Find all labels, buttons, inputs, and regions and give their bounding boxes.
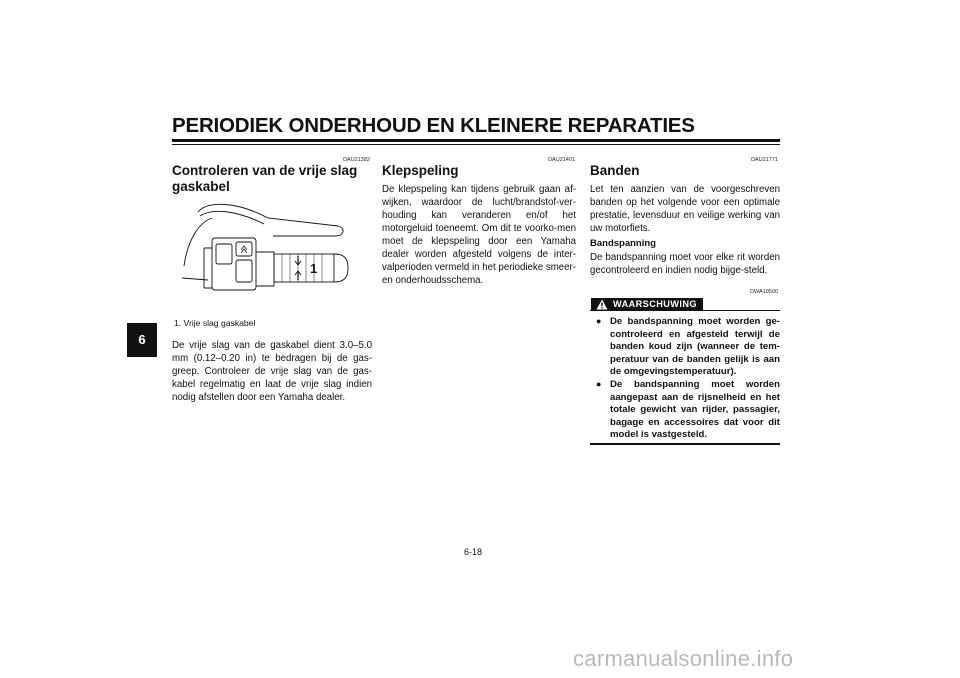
bullet-icon: ● (596, 379, 602, 389)
warning-code: DWA10500 (750, 289, 778, 295)
col1-code: DAU21382 (343, 157, 370, 163)
page-title: PERIODIEK ONDERHOUD EN KLEINERE REPARATIES (172, 114, 695, 137)
section-tab: 6 (127, 323, 157, 357)
warning-end-rule (590, 443, 780, 445)
throttle-grip-illustration (178, 198, 368, 310)
header-rule-thin (172, 144, 780, 145)
warning-triangle-icon (596, 299, 608, 310)
header-rule-thick (172, 139, 780, 142)
col2-heading: Klepspeling (382, 163, 459, 178)
col2-code: DAU21401 (548, 157, 575, 163)
warning-label: WAARSCHUWING (591, 298, 703, 311)
warning-item-2: De bandspanning moet worden aangepast aan de rijsnelheid en het totale gewicht van rijder, passagier, bagage en accessoires dat voor dit model is vastgesteld. (610, 379, 780, 441)
warning-item-1: De bandspanning moet worden ge-controleerd en afgesteld terwijl de banden koud zijn (wanneer de tem-peratuur van de banden gelijk is aan de omgevingstemperatuur). (610, 316, 780, 378)
col1-caption: 1. Vrije slag gaskabel (174, 318, 256, 328)
col3-sub-body: De bandspanning moet voor elke rit worden gecontroleerd en indien nodig bijge-steld. (590, 252, 780, 276)
col1-heading (172, 163, 372, 195)
col3-intro: Let ten aanzien van de voorgeschreven banden op het volgende voor een optimale prestatie, levensduur en veilige werking van uw motorfiets. (590, 184, 780, 234)
bullet-icon: ● (596, 316, 602, 326)
col2-body: De klepspeling kan tijdens gebruik gaan af-wijken, waardoor de lucht/brandstof-ver-houding kan veranderen en/of het motorgeluid toeneemt. Om dit te voorko-men moet de klepspeling door een Yamaha dealer worden afgesteld volgens de inter-valperioden vermeld in het periodieke smeer- en onderhoudsschema. (382, 184, 576, 286)
page-number: 6-18 (464, 547, 483, 557)
col1-heading-line2: gaskabel (172, 179, 230, 194)
figure-callout-1: 1 (310, 261, 318, 276)
col1-body: De vrije slag van de gaskabel dient 3.0–5.0 mm (0.12–0.20 in) te bedragen bij de gas-greep. Controleer de vrije slag van de gas-kabel regelmatig en laat de vrije slag indien nodig afstellen door een Yamaha dealer. (172, 340, 372, 403)
col1-heading-line1: Controleren van de vrije slag (172, 163, 358, 178)
col3-heading: Banden (590, 163, 640, 178)
col3-code: DAU21771 (751, 157, 778, 163)
col3-sub-heading: Bandspanning (590, 238, 656, 249)
warning-rule (590, 310, 780, 311)
watermark: carmanualsonline.info (573, 646, 794, 671)
